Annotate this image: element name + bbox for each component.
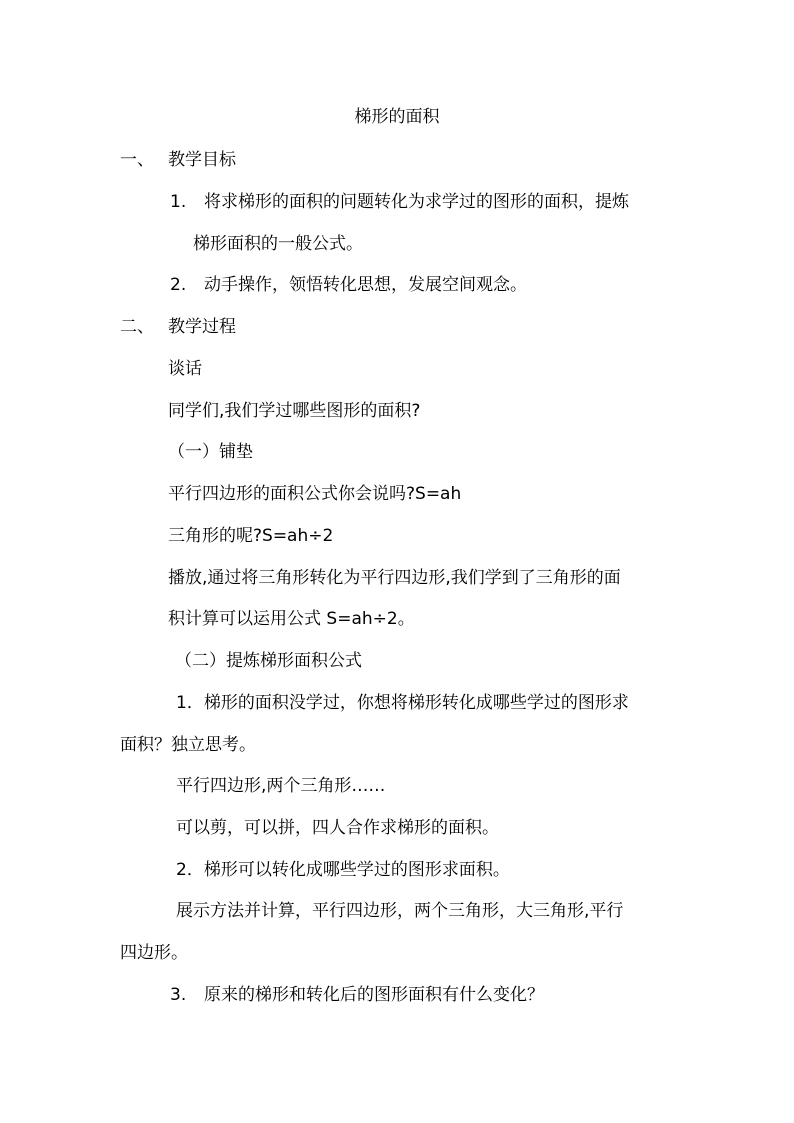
step-2-methods-line-2: 四边形。 — [120, 943, 188, 963]
paragraph-triangle: 三角形的呢?S=ah÷2 — [168, 526, 334, 546]
paragraph-review-line-2: 积计算可以运用公式 S=ah÷2。 — [168, 609, 415, 629]
subheading-preparation: （一）铺垫 — [168, 442, 253, 462]
step-3-number: 3. — [170, 985, 187, 1005]
section-heading-goals: 教学目标 — [168, 150, 236, 170]
step-1-line-1: 1．梯形的面积没学过，你想将梯形转化成哪些学过的图形求 — [176, 693, 629, 713]
process-question: 同学们,我们学过哪些图形的面积? — [168, 401, 421, 421]
section-heading-process: 教学过程 — [168, 317, 236, 337]
goal-number-1: 1. — [170, 192, 187, 212]
step-1-line-2: 面积？独立思考。 — [120, 735, 256, 755]
step-1-answer: 平行四边形,两个三角形…… — [176, 776, 386, 796]
goal-text-1-continued: 梯形面积的一般公式。 — [193, 234, 363, 254]
document-title: 梯形的面积 — [354, 107, 440, 127]
goal-number-2: 2. — [170, 275, 187, 295]
subheading-trapezoid-formula: （二）提炼梯形面积公式 — [175, 651, 362, 671]
goal-text-1: 将求梯形的面积的问题转化为求学过的图形的面积，提炼 — [204, 192, 629, 212]
section-number-2: 二、 — [120, 317, 154, 337]
step-2-methods-line-1: 展示方法并计算，平行四边形，两个三角形，大三角形,平行 — [176, 901, 624, 921]
process-talk: 谈话 — [168, 359, 202, 379]
step-2-text: 2．梯形可以转化成哪些学过的图形求面积。 — [176, 860, 510, 880]
paragraph-parallelogram: 平行四边形的面积公式你会说吗?S=ah — [168, 484, 462, 504]
goal-text-2: 动手操作，领悟转化思想，发展空间观念。 — [204, 275, 527, 295]
paragraph-review-line-1: 播放,通过将三角形转化为平行四边形,我们学到了三角形的面 — [168, 568, 621, 588]
step-3-text: 原来的梯形和转化后的图形面积有什么变化？ — [204, 985, 544, 1005]
step-1-activity: 可以剪，可以拼，四人合作求梯形的面积。 — [176, 818, 499, 838]
section-number-1: 一、 — [120, 150, 154, 170]
